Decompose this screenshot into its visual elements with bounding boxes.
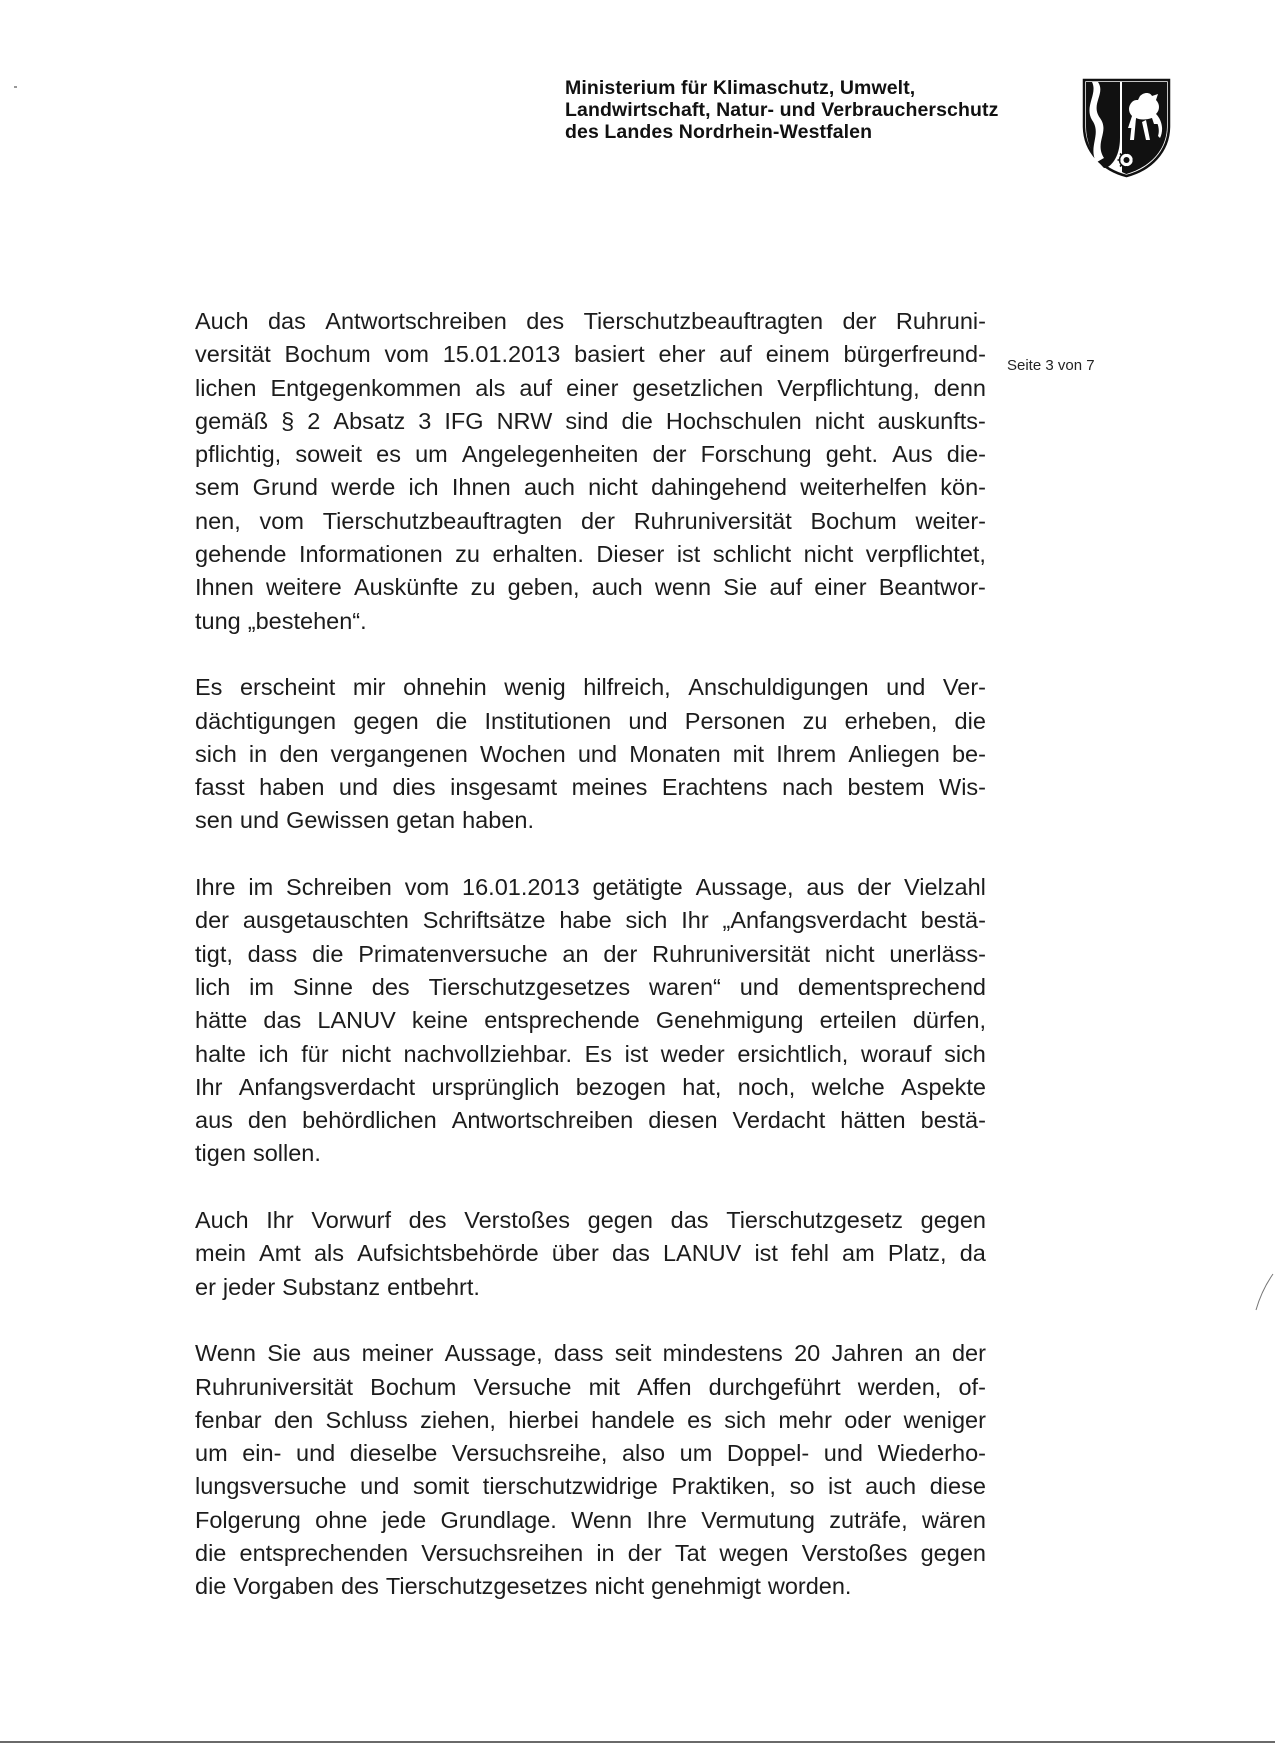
text-line: mein Amt als Aufsichtsbehörde über das LANUV ist fehl am Platz, da (195, 1240, 986, 1267)
text-line: sich in den vergangenen Wochen und Monaten mit Ihrem Anliegen be- (195, 740, 986, 767)
text-line: gehende Informationen zu erhalten. Dieser ist schlicht nicht verpflichtet, (195, 541, 986, 568)
text-line: Auch Ihr Vorwurf des Verstoßes gegen das Tierschutzgesetz gegen (195, 1207, 986, 1234)
text-line: er jeder Substanz entbehrt. (195, 1273, 480, 1300)
text-line: Wenn Sie aus meiner Aussage, dass seit mindestens 20 Jahren an der (195, 1340, 986, 1367)
text-line: gemäß § 2 Absatz 3 IFG NRW sind die Hochschulen nicht auskunfts- (195, 407, 986, 434)
text-line: sen und Gewissen getan haben. (195, 807, 534, 834)
paper-fold-mark (1254, 1272, 1274, 1312)
text-line: lungsversuche und somit tierschutzwidrige Praktiken, so ist auch diese (195, 1473, 986, 1500)
paragraph (195, 1204, 986, 1304)
text-line: pflichtig, soweit es um Angelegenheiten der Forschung geht. Aus die- (195, 441, 986, 468)
paragraph (195, 1337, 986, 1603)
text-line: versität Bochum vom 15.01.2013 basiert eher auf einem bürgerfreund- (195, 341, 986, 368)
text-line: Ihr Anfangsverdacht ursprünglich bezogen hat, noch, welche Aspekte (195, 1073, 986, 1100)
text-line: hätte das LANUV keine entsprechende Genehmigung erteilen dürfen, (195, 1007, 986, 1034)
paragraph (195, 305, 986, 638)
letterhead-line-1: Ministerium für Klimaschutz, Umwelt, (565, 77, 916, 99)
text-line: der ausgetauschten Schriftsätze habe sich Ihr „Anfangsverdacht bestä- (195, 907, 986, 934)
text-line: lich im Sinne des Tierschutzgesetzes waren“ und dementsprechend (195, 973, 986, 1000)
text-line: lichen Entgegenkommen als auf einer gesetzlichen Verpflichtung, denn (195, 374, 986, 401)
ministry-letterhead (565, 77, 1065, 143)
paragraph (195, 671, 986, 837)
text-line: um ein- und dieselbe Versuchsreihe, also um Doppel- und Wiederho- (195, 1440, 986, 1467)
text-line: nen, vom Tierschutzbeauftragten der Ruhruniversität Bochum weiter- (195, 507, 986, 534)
scan-speck (14, 86, 17, 88)
text-line: sem Grund werde ich Ihnen auch nicht dahingehend weiterhelfen kön- (195, 474, 986, 501)
text-line: Ihre im Schreiben vom 16.01.2013 getätigte Aussage, aus der Vielzahl (195, 874, 986, 901)
letter-body (195, 305, 986, 1637)
page-number: Seite 3 von 7 (1007, 357, 1095, 374)
text-line: halte ich für nicht nachvollziehbar. Es ist weder ersichtlich, worauf sich (195, 1040, 986, 1067)
text-line: fasst haben und dies insgesamt meines Erachtens nach bestem Wis- (195, 774, 986, 801)
text-line: die entsprechenden Versuchsreihen in der Tat wegen Verstoßes gegen (195, 1539, 986, 1566)
text-line: fenbar den Schluss ziehen, hierbei handele es sich mehr oder weniger (195, 1406, 986, 1433)
text-line: aus den behördlichen Antwortschreiben diesen Verdacht hätten bestä- (195, 1107, 986, 1134)
letterhead-line-3: des Landes Nordrhein-Westfalen (565, 121, 873, 143)
text-line: die Vorgaben des Tierschutzgesetzes nicht genehmigt worden. (195, 1573, 852, 1600)
nrw-coat-of-arms-icon (1080, 78, 1173, 178)
text-line: dächtigungen gegen die Institutionen und Personen zu erheben, die (195, 707, 986, 734)
text-line: Auch das Antwortschreiben des Tierschutzbeauftragten der Ruhruni- (195, 308, 986, 334)
text-line: Folgerung ohne jede Grundlage. Wenn Ihre Vermutung zuträfe, wären (195, 1506, 986, 1533)
text-line: tung „bestehen“. (195, 607, 367, 634)
paragraph (195, 871, 986, 1171)
text-line: Ihnen weitere Auskünfte zu geben, auch wenn Sie auf einer Beantwor- (195, 574, 986, 601)
text-line: tigen sollen. (195, 1140, 321, 1167)
text-line: tigt, dass die Primatenversuche an der Ruhruniversität nicht unerläss- (195, 940, 986, 967)
text-line: Ruhruniversität Bochum Versuche mit Affen durchgeführt werden, of- (195, 1373, 986, 1400)
text-line: Es erscheint mir ohnehin wenig hilfreich, Anschuldigungen und Ver- (195, 674, 986, 701)
scan-edge-line (0, 1741, 1275, 1743)
letterhead-line-2: Landwirtschaft, Natur- und Verbraucherschutz (565, 99, 999, 121)
